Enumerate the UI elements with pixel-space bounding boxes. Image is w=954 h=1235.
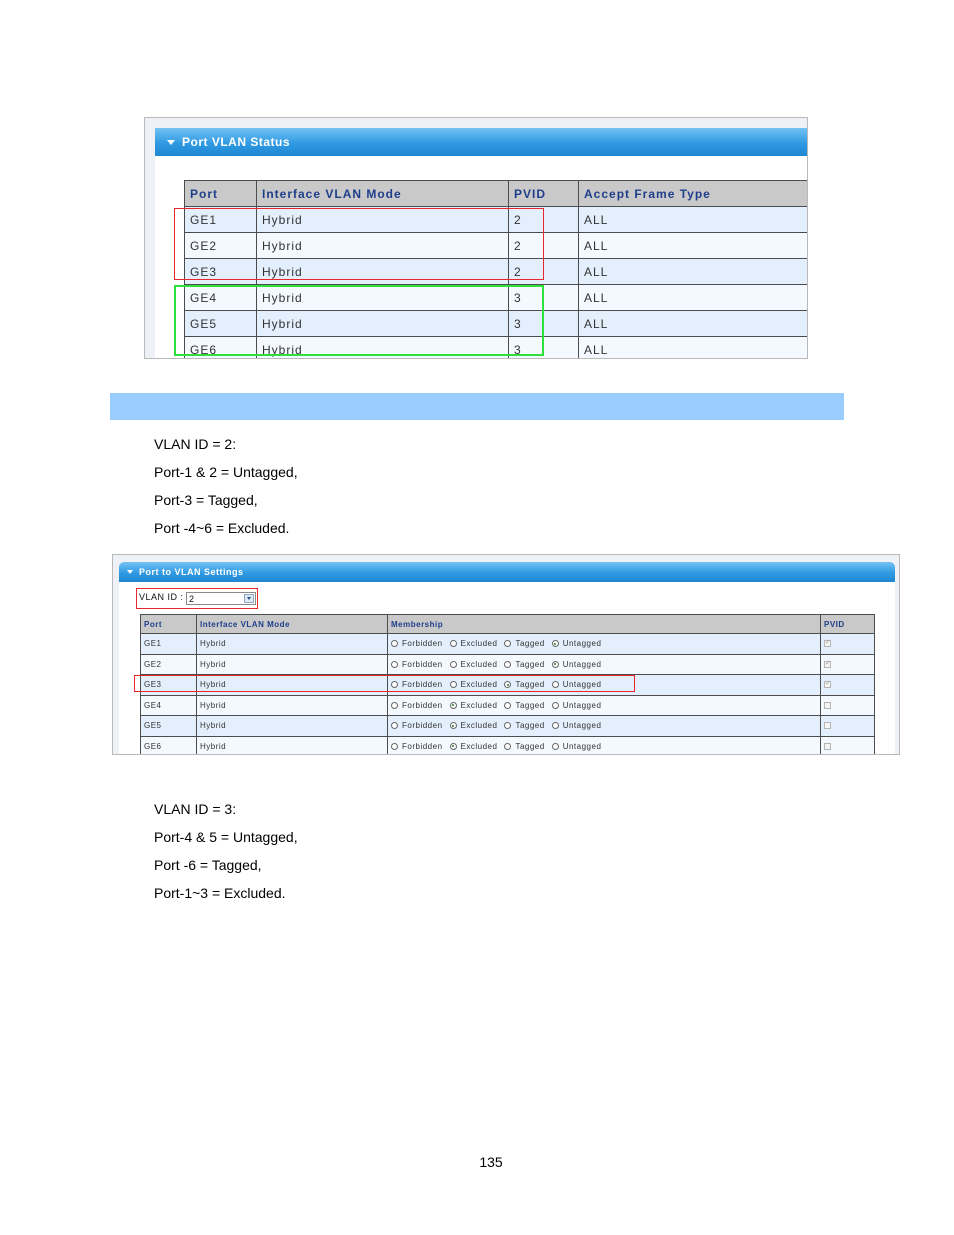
port-cell: GE3	[141, 675, 197, 696]
column-header: Membership	[388, 615, 821, 634]
column-header: Interface VLAN Mode	[197, 615, 388, 634]
column-header: Accept Frame Type	[579, 181, 809, 207]
membership-radio-excluded[interactable]	[450, 722, 457, 729]
accept-frame-type-cell: ALL	[579, 311, 809, 337]
vlan-mode-cell: Hybrid	[257, 285, 509, 311]
pvid-cell: 2	[509, 207, 579, 233]
vlan2-note-line: Port-1 & 2 = Untagged,	[154, 464, 298, 480]
membership-radio-tagged[interactable]	[504, 743, 511, 750]
membership-radio-tagged[interactable]	[504, 640, 511, 647]
port-cell: GE1	[185, 207, 257, 233]
pvid-3-highlight-box	[174, 285, 544, 356]
pvid-checkbox[interactable]	[824, 681, 831, 688]
pvid-checkbox[interactable]	[824, 640, 831, 647]
membership-radio-untagged[interactable]	[552, 640, 559, 647]
membership-option-label: Excluded	[460, 680, 498, 690]
pvid-checkbox[interactable]	[824, 702, 831, 709]
vlan2-note-line: VLAN ID = 2:	[154, 436, 237, 452]
pvid-cell	[821, 634, 875, 655]
column-header: PVID	[821, 615, 875, 634]
pvid-cell: 2	[509, 259, 579, 285]
membership-radio-excluded[interactable]	[450, 702, 457, 709]
pvid-cell	[821, 716, 875, 737]
membership-option-label: Tagged	[515, 639, 545, 649]
vlan-id-label: VLAN ID :	[139, 592, 184, 602]
pvid-checkbox[interactable]	[824, 743, 831, 750]
vlan2-note-line: Port -4~6 = Excluded.	[154, 520, 290, 536]
vlan-id-highlight-box	[136, 588, 258, 609]
membership-cell	[388, 716, 821, 737]
port-cell: GE3	[185, 259, 257, 285]
vlan-mode-cell: Hybrid	[257, 233, 509, 259]
membership-radio-tagged[interactable]	[504, 722, 511, 729]
port-cell: GE2	[141, 654, 197, 675]
pvid-cell	[821, 675, 875, 696]
port-cell: GE5	[185, 311, 257, 337]
membership-radio-forbidden[interactable]	[391, 661, 398, 668]
collapse-triangle-icon[interactable]	[167, 140, 175, 145]
membership-radio-forbidden[interactable]	[391, 640, 398, 647]
membership-radio-untagged[interactable]	[552, 661, 559, 668]
table-row	[141, 736, 875, 755]
membership-option-label: Tagged	[515, 659, 545, 669]
ge3-tagged-highlight-box	[134, 675, 635, 692]
membership-radio-excluded[interactable]	[450, 743, 457, 750]
membership-option-label: Forbidden	[402, 639, 443, 649]
port-cell: GE6	[141, 736, 197, 755]
vlan-mode-cell: Hybrid	[197, 654, 388, 675]
pvid-checkbox[interactable]	[824, 722, 831, 729]
table-row	[141, 716, 875, 737]
accept-frame-type-cell: ALL	[579, 207, 809, 233]
membership-option-label: Forbidden	[402, 680, 443, 690]
accept-frame-type-cell: ALL	[579, 337, 809, 360]
port-to-vlan-settings-screenshot	[112, 554, 900, 755]
membership-option-label: Untagged	[562, 639, 602, 649]
vlan-id-value: 2	[189, 594, 195, 604]
membership-radio-tagged[interactable]	[504, 702, 511, 709]
column-header: Port	[141, 615, 197, 634]
membership-option-label: Excluded	[460, 639, 498, 649]
membership-option-label: Untagged	[562, 721, 602, 731]
pvid-checkbox[interactable]	[824, 661, 831, 668]
pvid-cell: 3	[509, 285, 579, 311]
section-band	[110, 393, 844, 420]
port-cell: GE4	[141, 695, 197, 716]
membership-radio-forbidden[interactable]	[391, 702, 398, 709]
vlan-mode-cell: Hybrid	[197, 695, 388, 716]
membership-radio-excluded[interactable]	[450, 661, 457, 668]
column-header: Interface VLAN Mode	[257, 181, 509, 207]
membership-option-label: Forbidden	[402, 659, 443, 669]
accept-frame-type-cell: ALL	[579, 259, 809, 285]
membership-option-label: Untagged	[562, 659, 602, 669]
panel-background	[145, 118, 807, 128]
pvid-2-highlight-box	[174, 208, 544, 280]
membership-option-label: Tagged	[515, 700, 545, 710]
membership-option-label: Untagged	[562, 700, 602, 710]
table-row	[141, 695, 875, 716]
membership-option-label: Excluded	[460, 659, 498, 669]
port-cell: GE1	[141, 634, 197, 655]
vlan3-note-line: Port-4 & 5 = Untagged,	[154, 829, 298, 845]
membership-option-label: Tagged	[515, 721, 545, 731]
table-row	[141, 634, 875, 655]
membership-radio-untagged[interactable]	[552, 702, 559, 709]
membership-option-label: Untagged	[562, 680, 602, 690]
vlan3-note-line: VLAN ID = 3:	[154, 801, 237, 817]
collapse-triangle-icon[interactable]	[127, 570, 133, 574]
membership-radio-excluded[interactable]	[450, 640, 457, 647]
port-vlan-status-title: Port VLAN Status	[182, 135, 291, 149]
vlan-mode-cell: Hybrid	[197, 716, 388, 737]
port-to-vlan-settings-title: Port to VLAN Settings	[139, 567, 244, 577]
vlan2-note-line: Port-3 = Tagged,	[154, 492, 258, 508]
vlan-mode-cell: Hybrid	[197, 675, 388, 696]
membership-radio-forbidden[interactable]	[391, 743, 398, 750]
accept-frame-type-cell: ALL	[579, 285, 809, 311]
column-header: Port	[185, 181, 257, 207]
membership-cell	[388, 654, 821, 675]
table-row	[141, 654, 875, 675]
vlan-mode-cell: Hybrid	[257, 337, 509, 360]
membership-option-label: Forbidden	[402, 700, 443, 710]
page-number: 135	[479, 1154, 503, 1170]
membership-option-label: Excluded	[460, 721, 498, 731]
membership-option-label: Tagged	[515, 680, 545, 690]
vlan-mode-cell: Hybrid	[257, 311, 509, 337]
port-cell: GE2	[185, 233, 257, 259]
port-to-vlan-settings-title-bar[interactable]	[119, 562, 895, 582]
membership-radio-untagged[interactable]	[552, 743, 559, 750]
pvid-cell	[821, 736, 875, 755]
vlan-mode-cell: Hybrid	[257, 207, 509, 233]
pvid-cell	[821, 654, 875, 675]
pvid-cell: 3	[509, 337, 579, 360]
vlan3-note-line: Port -6 = Tagged,	[154, 857, 262, 873]
port-vlan-status-screenshot	[144, 117, 808, 359]
vlan-mode-cell: Hybrid	[197, 736, 388, 755]
port-cell: GE4	[185, 285, 257, 311]
membership-radio-tagged[interactable]	[504, 661, 511, 668]
accept-frame-type-cell: ALL	[579, 233, 809, 259]
column-header: PVID	[509, 181, 579, 207]
membership-option-label: Forbidden	[402, 721, 443, 731]
vlan3-note-line: Port-1~3 = Excluded.	[154, 885, 286, 901]
membership-cell	[388, 736, 821, 755]
port-cell: GE6	[185, 337, 257, 360]
membership-option-label: Excluded	[460, 741, 498, 751]
membership-option-label: Tagged	[515, 741, 545, 751]
membership-option-label: Untagged	[562, 741, 602, 751]
membership-radio-untagged[interactable]	[552, 722, 559, 729]
port-vlan-status-title-bar[interactable]	[155, 128, 808, 156]
pvid-cell: 2	[509, 233, 579, 259]
membership-cell	[388, 634, 821, 655]
port-cell: GE5	[141, 716, 197, 737]
membership-option-label: Forbidden	[402, 741, 443, 751]
vlan-mode-cell: Hybrid	[257, 259, 509, 285]
pvid-cell: 3	[509, 311, 579, 337]
membership-cell	[388, 695, 821, 716]
membership-option-label: Excluded	[460, 700, 498, 710]
vlan-mode-cell: Hybrid	[197, 634, 388, 655]
membership-radio-forbidden[interactable]	[391, 722, 398, 729]
pvid-cell	[821, 695, 875, 716]
panel-background-left	[145, 118, 155, 358]
